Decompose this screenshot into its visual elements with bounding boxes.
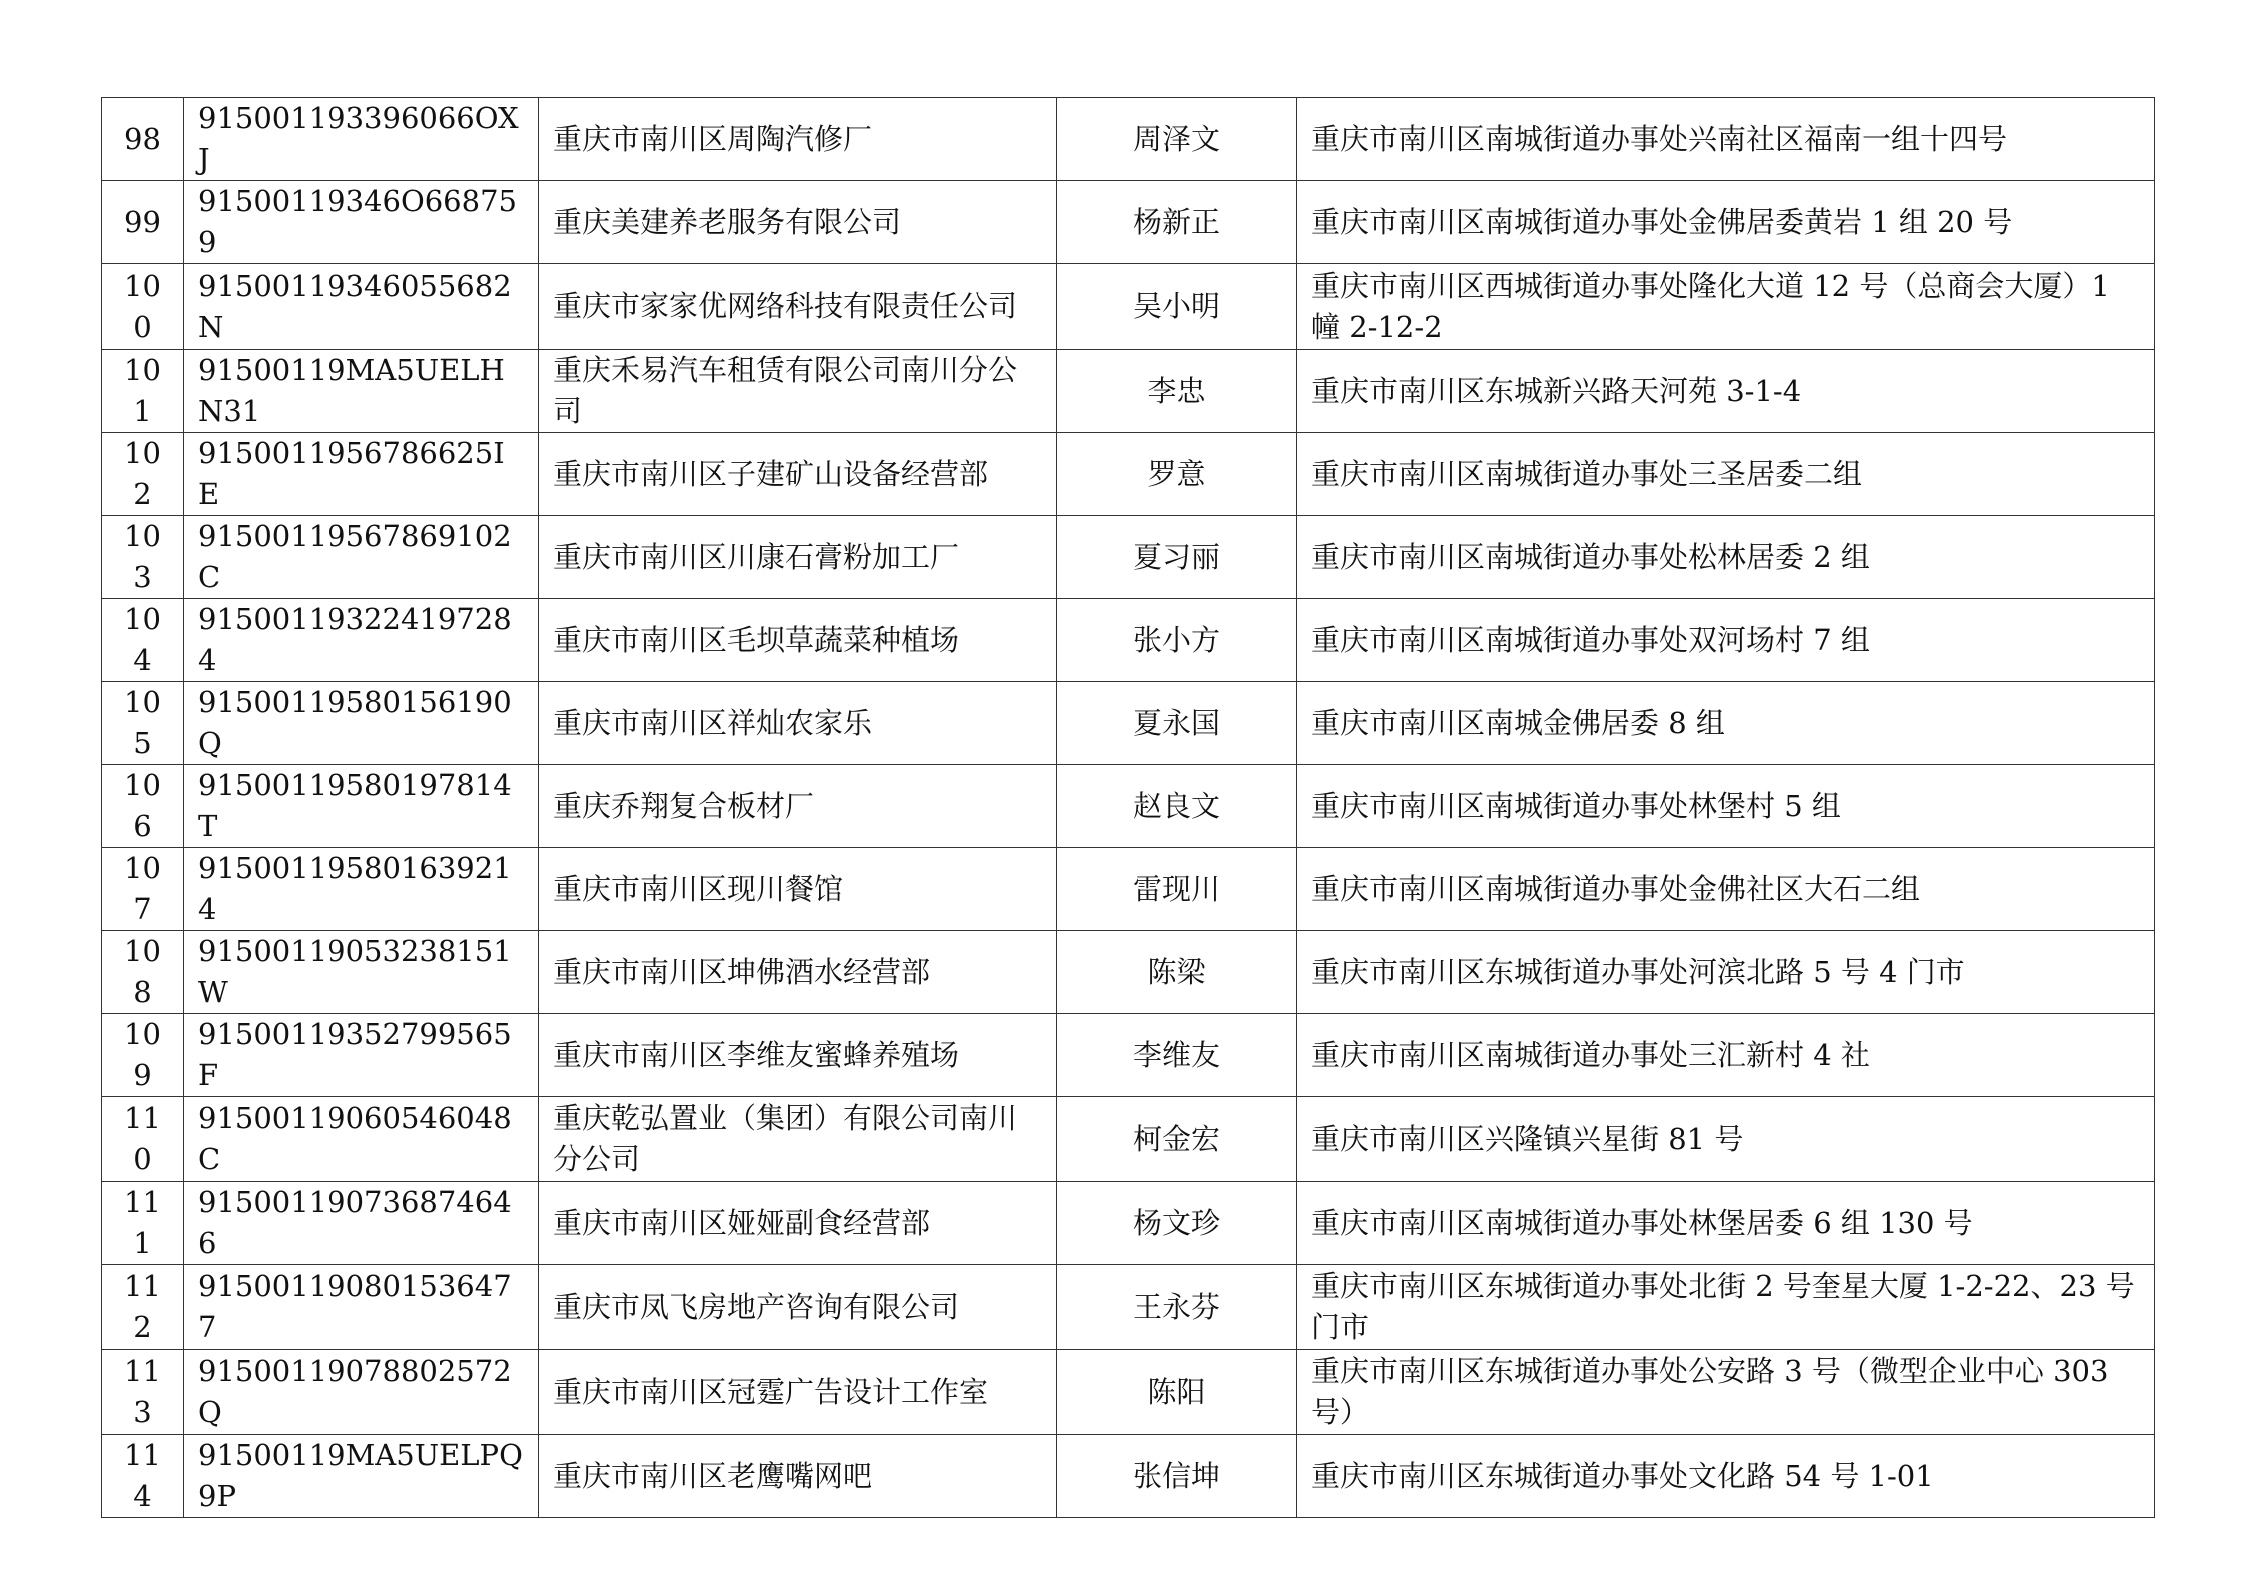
- legal-representative-cell: 杨文珍: [1057, 1182, 1297, 1265]
- address-cell: 重庆市南川区南城街道办事处兴南社区福南一组十四号: [1297, 98, 2155, 181]
- credit-code-cell: 915001193396066OXJ: [184, 98, 539, 181]
- credit-code-cell: 9150011956786625IE: [184, 433, 539, 516]
- legal-representative-cell: 张信坤: [1057, 1435, 1297, 1518]
- row-number-cell: 99: [102, 181, 184, 264]
- credit-code-cell: 91500119580197814T: [184, 765, 539, 848]
- credit-code-cell: 91500119MA5UELPQ9P: [184, 1435, 539, 1518]
- legal-representative-cell: 周泽文: [1057, 98, 1297, 181]
- address-cell: 重庆市南川区兴隆镇兴星街 81 号: [1297, 1097, 2155, 1182]
- address-cell: 重庆市南川区西城街道办事处隆化大道 12 号（总商会大厦）1 幢 2-12-2: [1297, 264, 2155, 350]
- credit-code-cell: 91500119352799565F: [184, 1014, 539, 1097]
- row-number-cell: 108: [102, 931, 184, 1014]
- enterprise-name-cell: 重庆乔翔复合板材厂: [539, 765, 1057, 848]
- legal-representative-cell: 陈阳: [1057, 1350, 1297, 1435]
- row-number-cell: 107: [102, 848, 184, 931]
- legal-representative-cell: 夏永国: [1057, 682, 1297, 765]
- row-number-cell: 102: [102, 433, 184, 516]
- table-row: [102, 765, 2155, 848]
- enterprise-name-cell: 重庆市凤飞房地产咨询有限公司: [539, 1265, 1057, 1350]
- address-cell: 重庆市南川区东城新兴路天河苑 3-1-4: [1297, 350, 2155, 433]
- credit-code-cell: 91500119346055682N: [184, 264, 539, 350]
- row-number-cell: 111: [102, 1182, 184, 1265]
- row-number-cell: 106: [102, 765, 184, 848]
- credit-code-cell: 915001195801639214: [184, 848, 539, 931]
- address-cell: 重庆市南川区东城街道办事处北街 2 号奎星大厦 1-2-22、23 号门市: [1297, 1265, 2155, 1350]
- table-row: [102, 516, 2155, 599]
- table-row: [102, 350, 2155, 433]
- legal-representative-cell: 王永芬: [1057, 1265, 1297, 1350]
- row-number-cell: 112: [102, 1265, 184, 1350]
- credit-code-cell: 91500119078802572Q: [184, 1350, 539, 1435]
- table-row: [102, 264, 2155, 350]
- row-number-cell: 104: [102, 599, 184, 682]
- credit-code-cell: 915001190736874646: [184, 1182, 539, 1265]
- enterprise-name-cell: 重庆市南川区老鹰嘴网吧: [539, 1435, 1057, 1518]
- row-number-cell: 114: [102, 1435, 184, 1518]
- legal-representative-cell: 李忠: [1057, 350, 1297, 433]
- enterprise-name-cell: 重庆乾弘置业（集团）有限公司南川分公司: [539, 1097, 1057, 1182]
- legal-representative-cell: 吴小明: [1057, 264, 1297, 350]
- enterprise-name-cell: 重庆市南川区坤佛酒水经营部: [539, 931, 1057, 1014]
- table-row: [102, 1435, 2155, 1518]
- address-cell: 重庆市南川区南城街道办事处双河场村 7 组: [1297, 599, 2155, 682]
- credit-code-cell: 91500119060546048C: [184, 1097, 539, 1182]
- row-number-cell: 100: [102, 264, 184, 350]
- row-number-cell: 109: [102, 1014, 184, 1097]
- enterprise-name-cell: 重庆市南川区冠霆广告设计工作室: [539, 1350, 1057, 1435]
- address-cell: 重庆市南川区南城街道办事处松林居委 2 组: [1297, 516, 2155, 599]
- legal-representative-cell: 夏习丽: [1057, 516, 1297, 599]
- row-number-cell: 110: [102, 1097, 184, 1182]
- enterprise-name-cell: 重庆禾易汽车租赁有限公司南川分公司: [539, 350, 1057, 433]
- table-row: [102, 1182, 2155, 1265]
- enterprise-name-cell: 重庆市南川区娅娅副食经营部: [539, 1182, 1057, 1265]
- table-row: [102, 931, 2155, 1014]
- enterprise-name-cell: 重庆市南川区周陶汽修厂: [539, 98, 1057, 181]
- enterprise-name-cell: 重庆市南川区李维友蜜蜂养殖场: [539, 1014, 1057, 1097]
- credit-code-cell: 915001193224197284: [184, 599, 539, 682]
- credit-code-cell: 91500119567869102C: [184, 516, 539, 599]
- address-cell: 重庆市南川区东城街道办事处文化路 54 号 1-01: [1297, 1435, 2155, 1518]
- enterprise-name-cell: 重庆市南川区祥灿农家乐: [539, 682, 1057, 765]
- address-cell: 重庆市南川区东城街道办事处公安路 3 号（微型企业中心 303 号）: [1297, 1350, 2155, 1435]
- credit-code-cell: 91500119MA5UELHN31: [184, 350, 539, 433]
- legal-representative-cell: 李维友: [1057, 1014, 1297, 1097]
- address-cell: 重庆市南川区南城街道办事处三汇新村 4 社: [1297, 1014, 2155, 1097]
- legal-representative-cell: 柯金宏: [1057, 1097, 1297, 1182]
- table-row: [102, 98, 2155, 181]
- legal-representative-cell: 雷现川: [1057, 848, 1297, 931]
- enterprise-name-cell: 重庆市南川区川康石膏粉加工厂: [539, 516, 1057, 599]
- credit-code-cell: 91500119580156190Q: [184, 682, 539, 765]
- row-number-cell: 103: [102, 516, 184, 599]
- legal-representative-cell: 罗意: [1057, 433, 1297, 516]
- legal-representative-cell: 张小方: [1057, 599, 1297, 682]
- address-cell: 重庆市南川区南城金佛居委 8 组: [1297, 682, 2155, 765]
- address-cell: 重庆市南川区南城街道办事处林堡居委 6 组 130 号: [1297, 1182, 2155, 1265]
- table-row: [102, 1350, 2155, 1435]
- row-number-cell: 105: [102, 682, 184, 765]
- registry-table-body: [102, 98, 2155, 1518]
- table-row: [102, 848, 2155, 931]
- row-number-cell: 101: [102, 350, 184, 433]
- table-row: [102, 682, 2155, 765]
- row-number-cell: 113: [102, 1350, 184, 1435]
- table-row: [102, 1265, 2155, 1350]
- enterprise-name-cell: 重庆美建养老服务有限公司: [539, 181, 1057, 264]
- credit-code-cell: 91500119346O668759: [184, 181, 539, 264]
- table-row: [102, 1014, 2155, 1097]
- address-cell: 重庆市南川区南城街道办事处林堡村 5 组: [1297, 765, 2155, 848]
- address-cell: 重庆市南川区东城街道办事处河滨北路 5 号 4 门市: [1297, 931, 2155, 1014]
- enterprise-name-cell: 重庆市家家优网络科技有限责任公司: [539, 264, 1057, 350]
- address-cell: 重庆市南川区南城街道办事处金佛社区大石二组: [1297, 848, 2155, 931]
- table-row: [102, 181, 2155, 264]
- enterprise-name-cell: 重庆市南川区毛坝草蔬菜种植场: [539, 599, 1057, 682]
- enterprise-name-cell: 重庆市南川区子建矿山设备经营部: [539, 433, 1057, 516]
- credit-code-cell: 915001190801536477: [184, 1265, 539, 1350]
- address-cell: 重庆市南川区南城街道办事处金佛居委黄岩 1 组 20 号: [1297, 181, 2155, 264]
- enterprise-name-cell: 重庆市南川区现川餐馆: [539, 848, 1057, 931]
- address-cell: 重庆市南川区南城街道办事处三圣居委二组: [1297, 433, 2155, 516]
- legal-representative-cell: 陈梁: [1057, 931, 1297, 1014]
- table-row: [102, 1097, 2155, 1182]
- enterprise-registry-table: [101, 97, 2155, 1518]
- legal-representative-cell: 赵良文: [1057, 765, 1297, 848]
- row-number-cell: 98: [102, 98, 184, 181]
- table-row: [102, 599, 2155, 682]
- legal-representative-cell: 杨新正: [1057, 181, 1297, 264]
- table-row: [102, 433, 2155, 516]
- credit-code-cell: 91500119053238151W: [184, 931, 539, 1014]
